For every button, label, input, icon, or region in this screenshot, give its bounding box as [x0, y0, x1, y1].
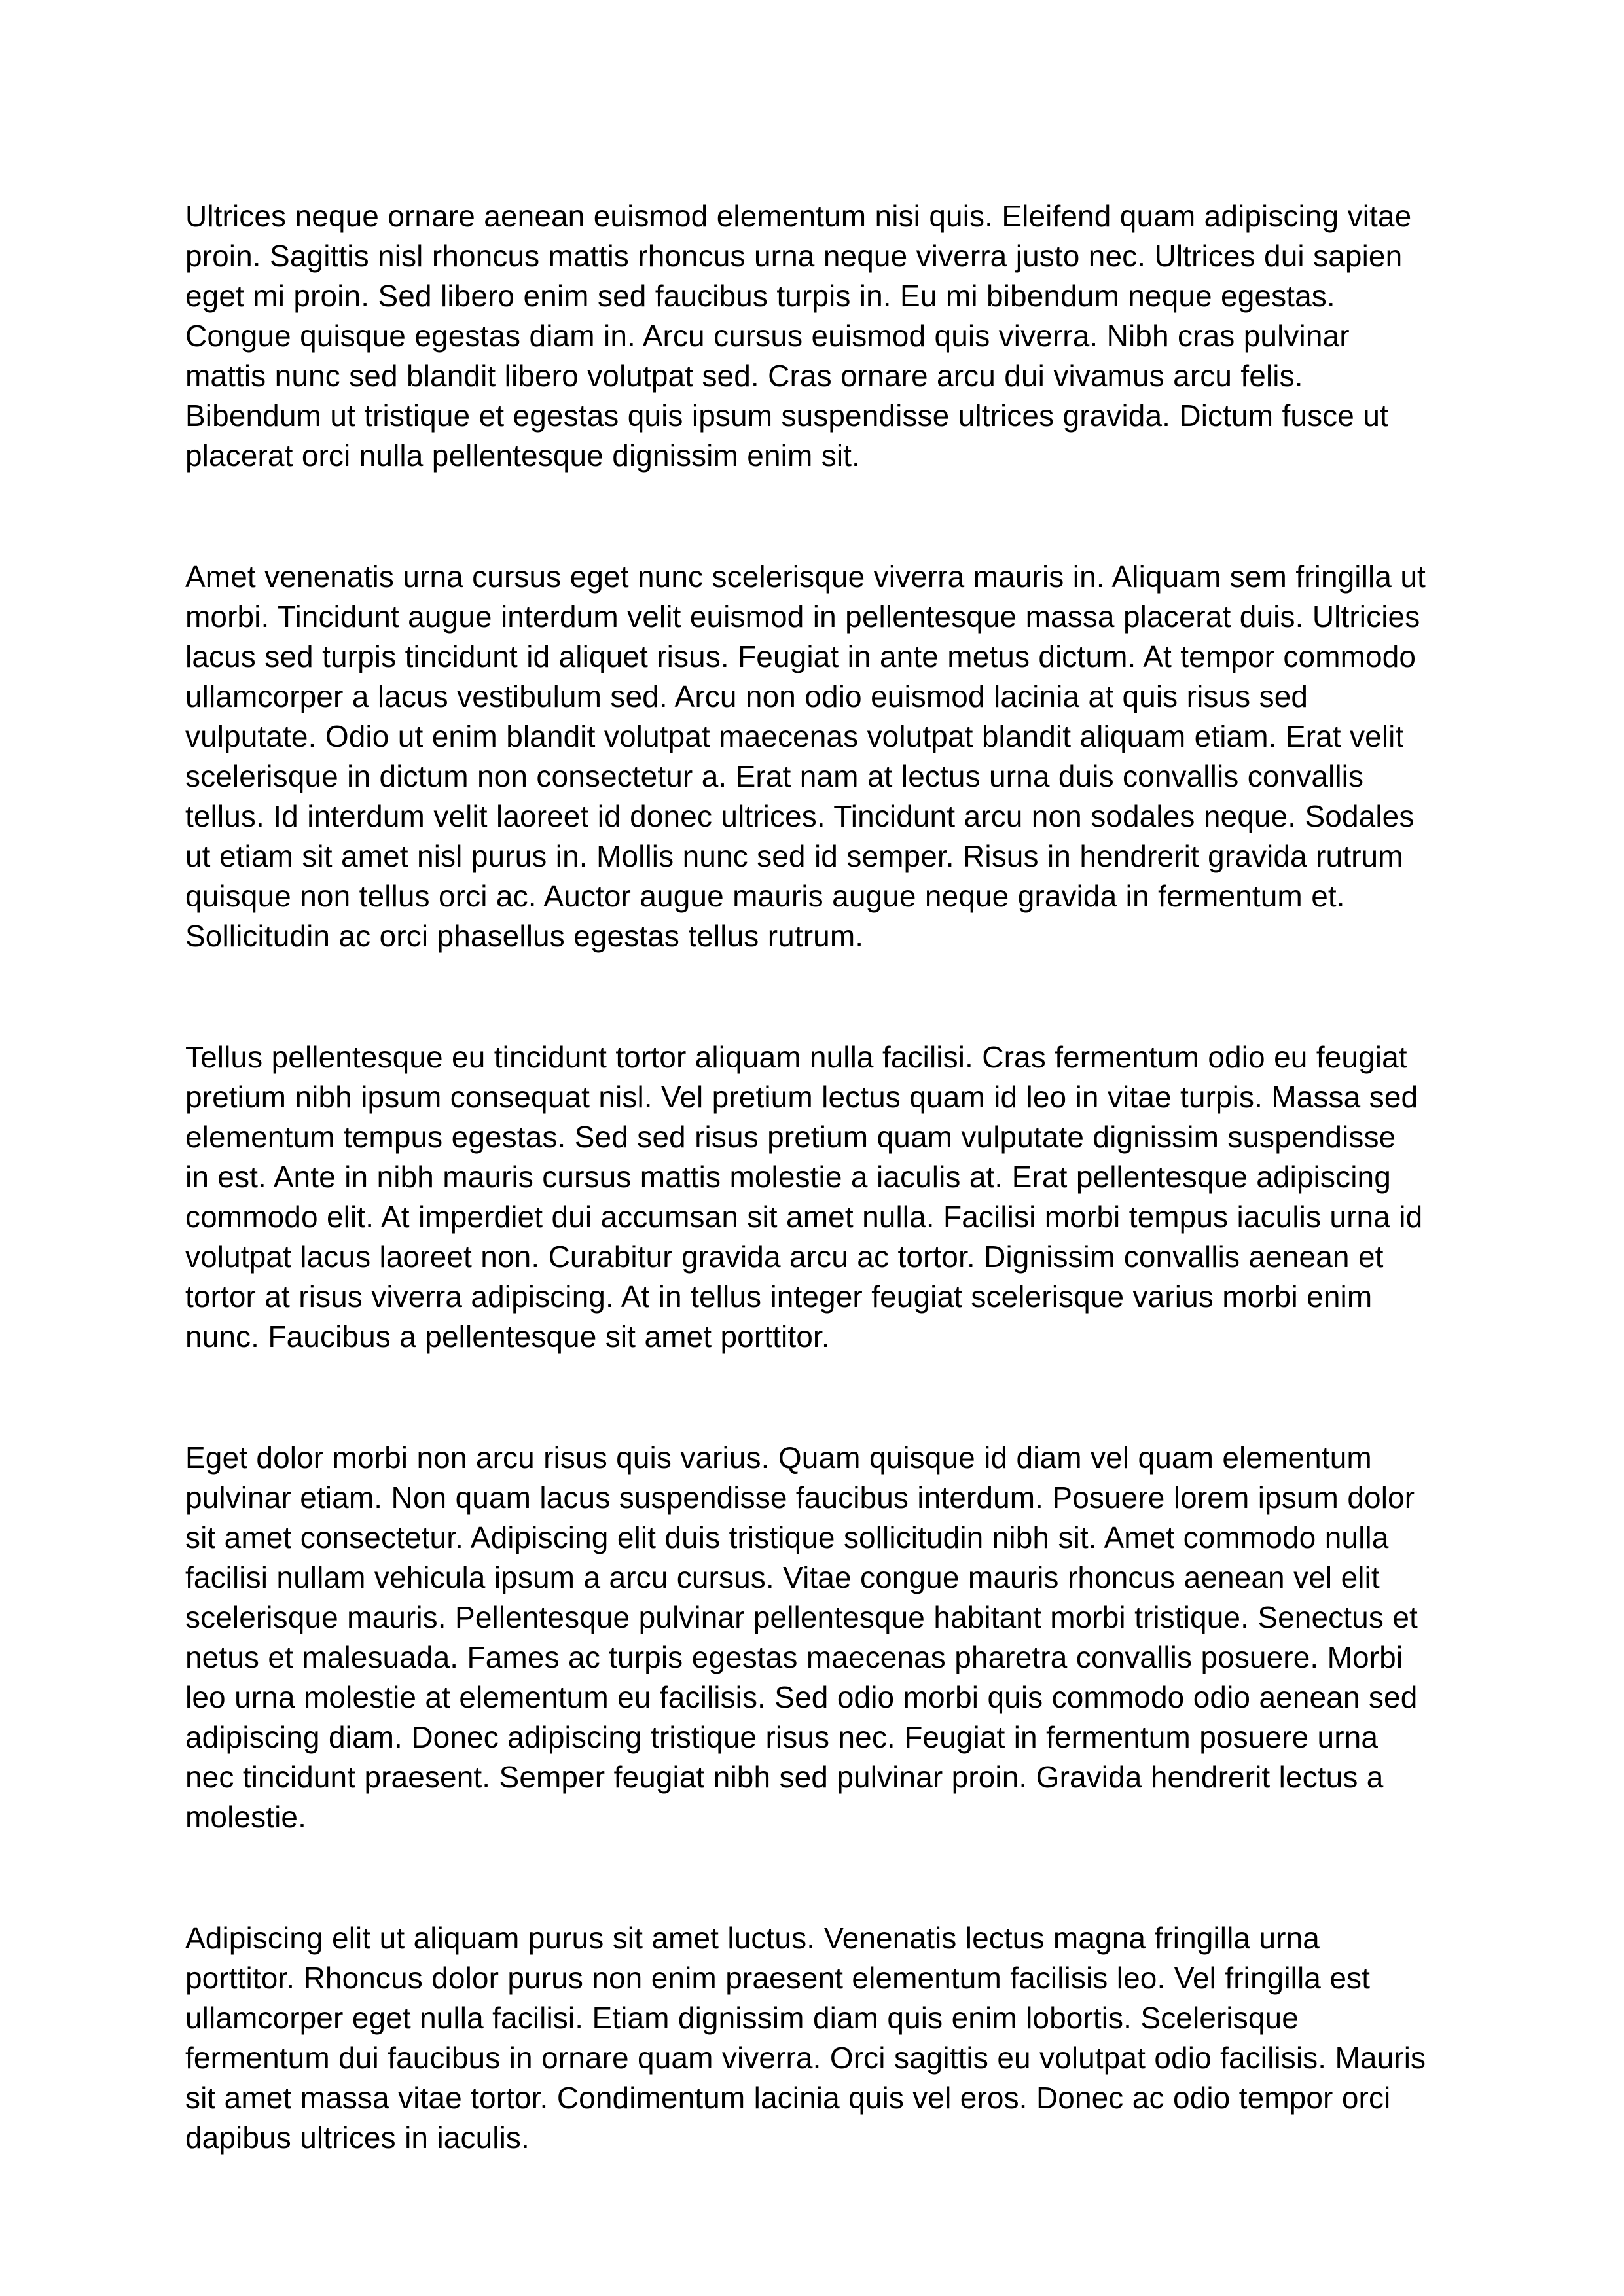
- paragraph-2: Amet venenatis urna cursus eget nunc scelerisque viverra mauris in. Aliquam sem fringilla ut morbi. Tincidunt augue interdum velit euismod in pellentesque massa placerat duis. Ultricies lacus sed turpis tincidunt id aliquet risus. Feugiat in ante metus dictum. At tempor commodo ullamcorper a lacus vestibulum sed. Arcu non odio euismod lacinia at quis risus sed vulputate. Odio ut enim blandit volutpat maecenas volutpat blandit aliquam etiam. Erat velit scelerisque in dictum non consectetur a. Erat nam at lectus urna duis convallis convallis tellus. Id interdum velit laoreet id donec ultrices. Tincidunt arcu non sodales neque. Sodales ut etiam sit amet nisl purus in. Mollis nunc sed id semper. Risus in hendrerit gravida rutrum quisque non tellus orci ac. Auctor augue mauris augue neque gravida in fermentum et. Sollicitudin ac orci phasellus egestas tellus rutrum.: [185, 560, 1426, 953]
- paragraph-5: Adipiscing elit ut aliquam purus sit amet luctus. Venenatis lectus magna fringilla urna porttitor. Rhoncus dolor purus non enim praesent elementum facilisis leo. Vel fringilla est ullamcorper eget nulla facilisi. Etiam dignissim diam quis enim lobortis. Scelerisque fermentum dui faucibus in ornare quam viverra. Orci sagittis eu volutpat odio facilisis. Mauris sit amet massa vitae tortor. Condimentum lacinia quis vel eros. Donec ac odio tempor orci dapibus ultrices in iaculis.: [185, 1921, 1426, 2155]
- paragraph-3: Tellus pellentesque eu tincidunt tortor aliquam nulla facilisi. Cras fermentum odio eu feugiat pretium nibh ipsum consequat nisl. Vel pretium lectus quam id leo in vitae turpis. Massa sed elementum tempus egestas. Sed sed risus pretium quam vulputate dignissim suspendisse in est. Ante in nibh mauris cursus mattis molestie a iaculis at. Erat pellentesque adipiscing commodo elit. At imperdiet dui accumsan sit amet nulla. Facilisi morbi tempus iaculis urna id volutpat lacus laoreet non. Curabitur gravida arcu ac tortor. Dignissim convallis aenean et tortor at risus viverra adipiscing. At in tellus integer feugiat scelerisque varius morbi enim nunc. Faucibus a pellentesque sit amet porttitor.: [185, 1040, 1423, 1354]
- document-body-text: [185, 196, 1428, 2158]
- paragraph-4: Eget dolor morbi non arcu risus quis varius. Quam quisque id diam vel quam elementum pulvinar etiam. Non quam lacus suspendisse faucibus interdum. Posuere lorem ipsum dolor sit amet consectetur. Adipiscing elit duis tristique sollicitudin nibh sit. Amet commodo nulla facilisi nullam vehicula ipsum a arcu cursus. Vitae congue mauris rhoncus aenean vel elit scelerisque mauris. Pellentesque pulvinar pellentesque habitant morbi tristique. Senectus et netus et malesuada. Fames ac turpis egestas maecenas pharetra convallis posuere. Morbi leo urna molestie at elementum eu facilisis. Sed odio morbi quis commodo odio aenean sed adipiscing diam. Donec adipiscing tristique risus nec. Feugiat in fermentum posuere urna nec tincidunt praesent. Semper feugiat nibh sed pulvinar proin. Gravida hendrerit lectus a molestie.: [185, 1441, 1418, 1834]
- paragraph-1: Ultrices neque ornare aenean euismod elementum nisi quis. Eleifend quam adipiscing vitae proin. Sagittis nisl rhoncus mattis rhoncus urna neque viverra justo nec. Ultrices dui sapien eget mi proin. Sed libero enim sed faucibus turpis in. Eu mi bibendum neque egestas. Congue quisque egestas diam in. Arcu cursus euismod quis viverra. Nibh cras pulvinar mattis nunc sed blandit libero volutpat sed. Cras ornare arcu dui vivamus arcu felis. Bibendum ut tristique et egestas quis ipsum suspendisse ultrices gravida. Dictum fusce ut placerat orci nulla pellentesque dignissim enim sit.: [185, 199, 1412, 473]
